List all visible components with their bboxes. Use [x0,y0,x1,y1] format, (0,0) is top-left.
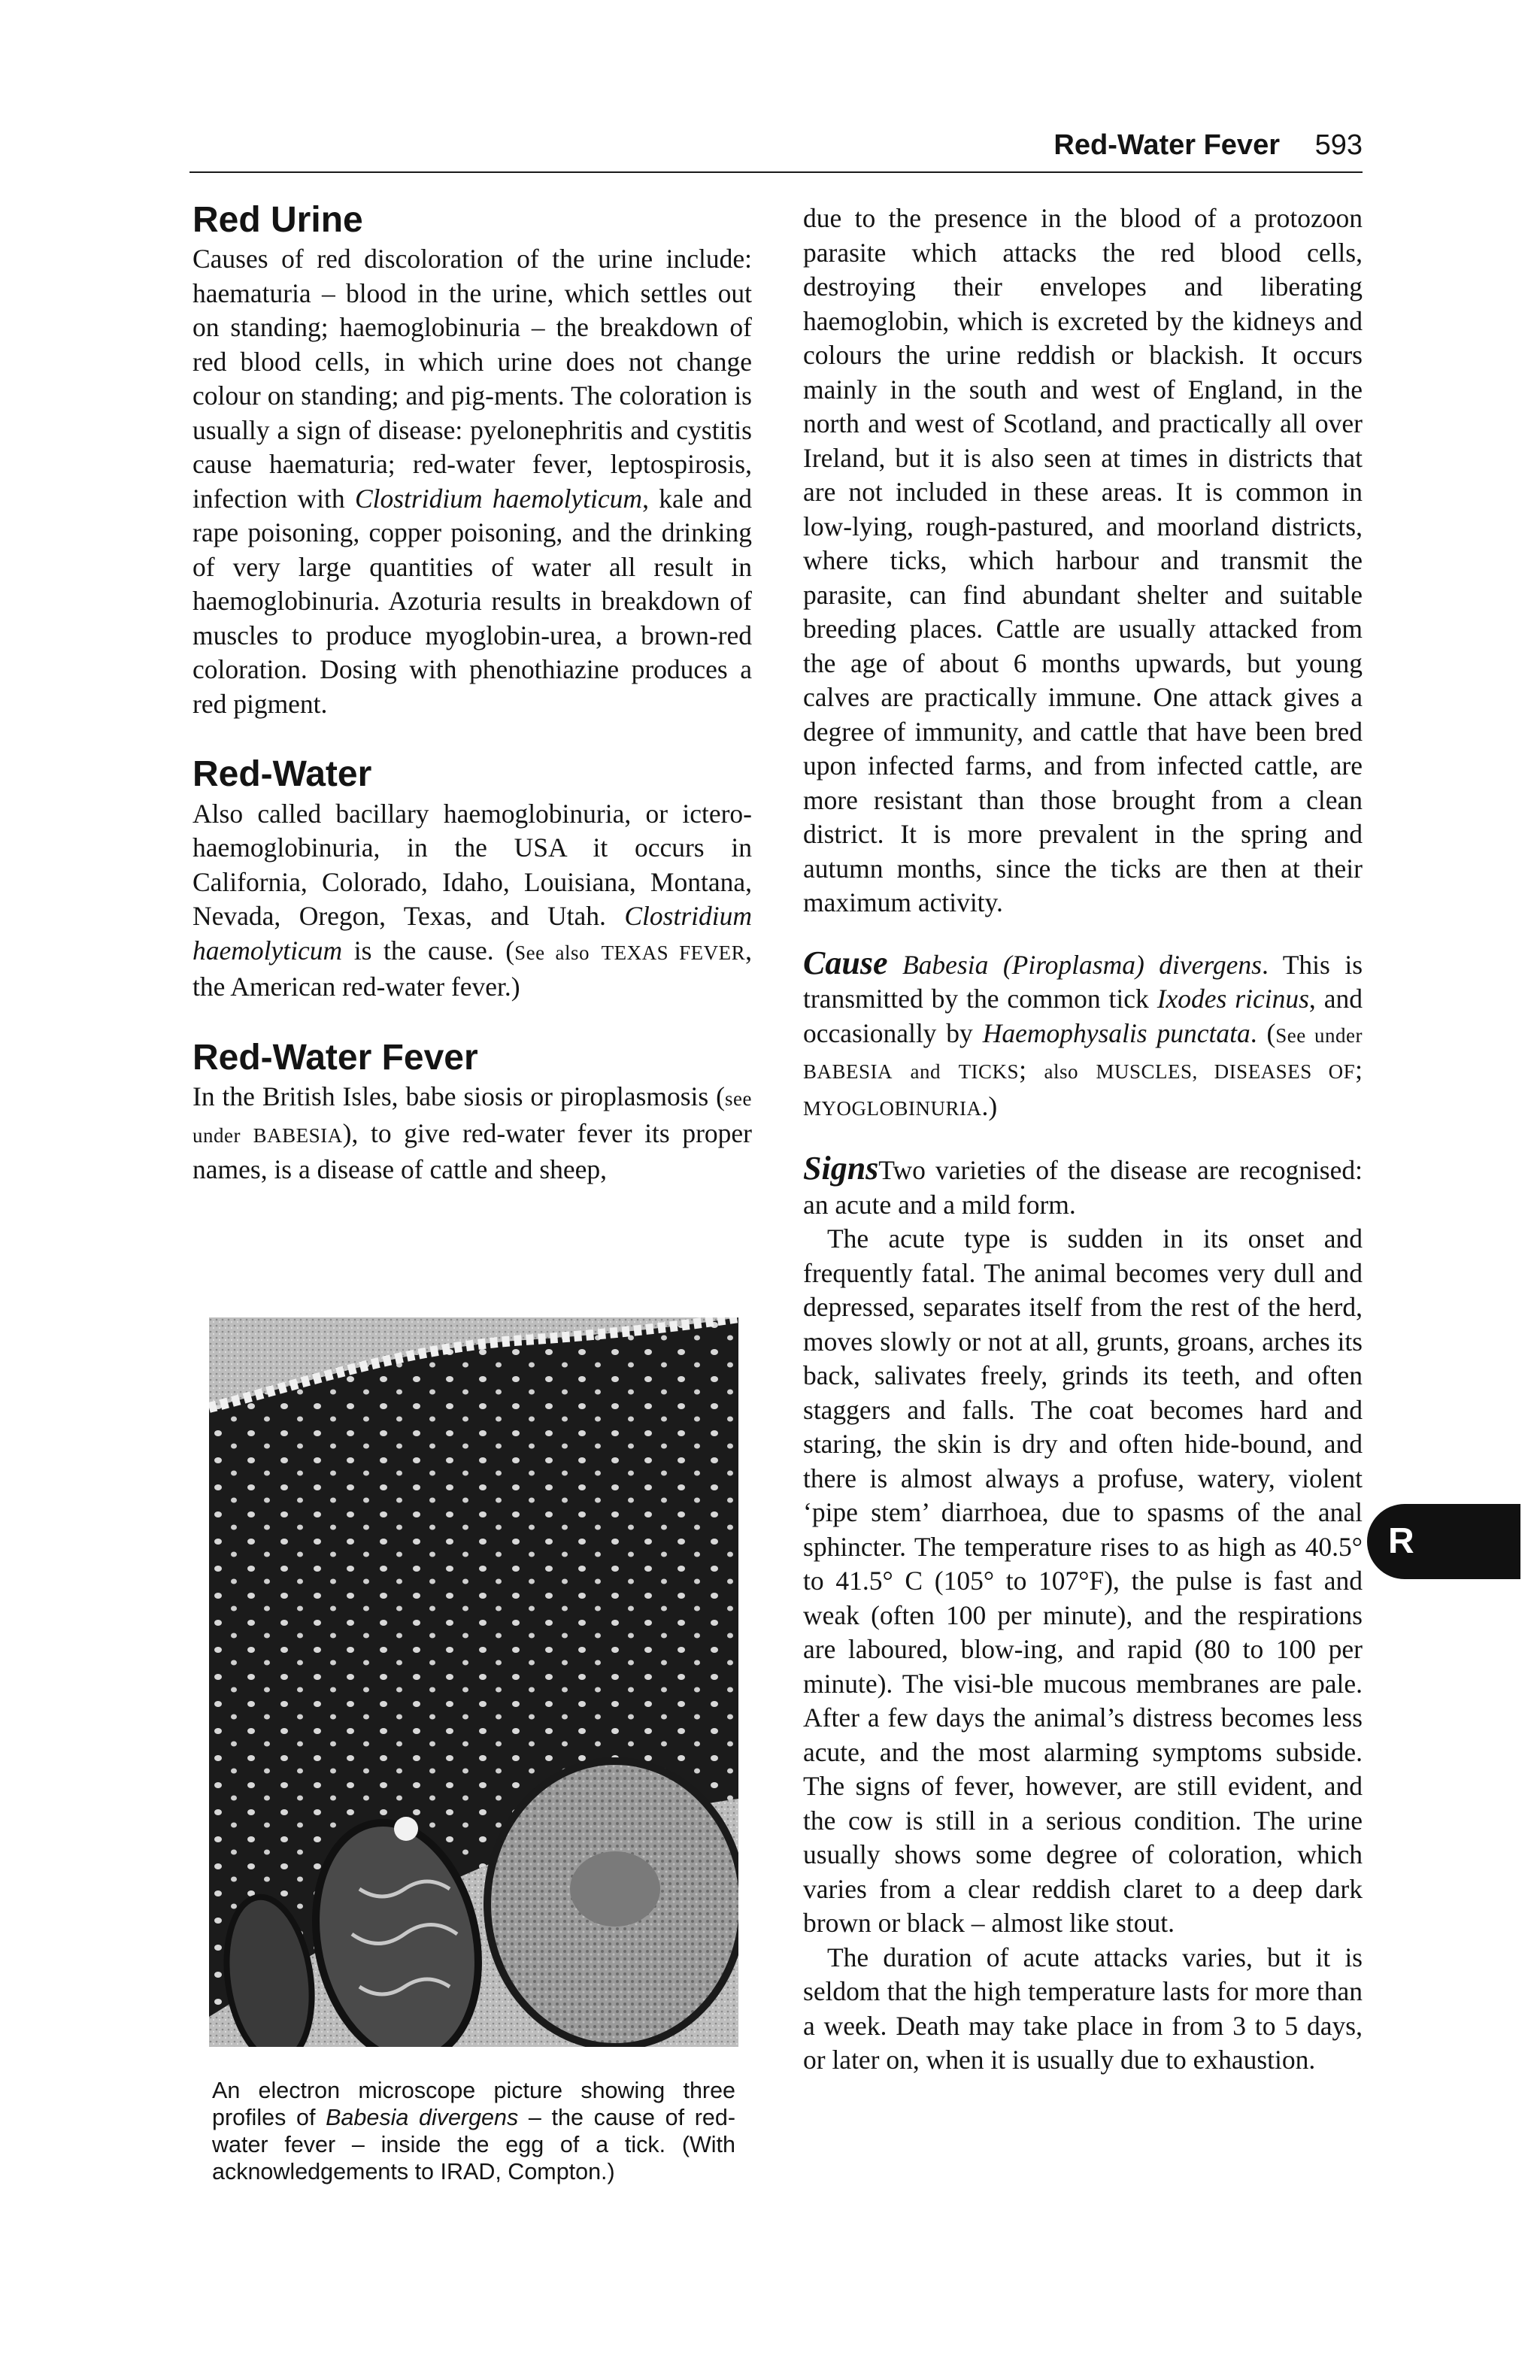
right-column [803,202,1363,2078]
thumb-index-letter: R [1388,1521,1414,1561]
red-urine-body: Causes of red discoloration of the urine include: haematuria – blood in the urine, which settles out on standing; haemoglobinuria – the breakdown of red blood cells, in which urine does not change colour on standing; and pig-ments. The coloration is usually a sign of disease: pyelonephritis and cystitis cause haematuria; red-water fever, leptospirosis, infection with Clostridium haemolyticum, kale and rape poisoning, copper poisoning, and the drinking of very large quantities of water all result in haemoglobinuria. Azoturia results in breakdown of muscles to produce myoglobin-urea, a brown-red coloration. Dosing with phenothiazine produces a red pigment. [192,244,752,719]
left-column [192,202,752,1187]
xref-babesia-2: BABESIA [803,1060,893,1083]
running-head [189,126,1363,173]
heading-red-water-fever: Red-Water Fever [192,1037,478,1078]
xref-myoglobinuria: MYOGLOBINURIA [803,1096,982,1120]
heading-red-urine: Red Urine [192,200,363,240]
running-title: Red-Water Fever [1053,129,1280,161]
figure-caption: An electron microscope picture showing three profiles of Babesia divergens – the cause of red-water fever – inside the egg of a tick. (With acknowledgements to IRAD, Compton.) [212,2078,735,2184]
xref-ticks: TICKS [958,1060,1020,1083]
xref-muscles: MUSCLES, DISEASES OF [1096,1060,1356,1083]
signs-acute-paragraph: The acute type is sudden in its onset and frequently fatal. The animal becomes very dull and depressed, separates itself from the rest of the herd, moves slowly or not at all, grunts, groans, arches its back, salivates freely, grinds its teeth, and often staggers and falls. The coat becomes hard and staring, the skin is dry and often hide-bound, and there is almost always a profuse, watery, violent ‘pipe stem’ diarrhoea, due to spasms of the anal sphincter. The temperature rises to as high as 40.5° to 41.5° C (105° to 107°F), the pulse is fast and weak (often 100 per minute), and the respirations are laboured, blow-ing, and rapid (80 to 100 per minute). The visi-ble mucous membranes are pale. After a few days the animal’s distress becomes less acute, and the most alarming symptoms subside. The signs of fever, however, are still evident, and the cow is still in a serious condition. The urine usually shows some degree of coloration, which varies from a clear reddish claret to a deep dark brown or black – almost like stout. [803,1223,1363,1938]
xref-babesia: BABESIA [253,1123,343,1147]
signs-duration-paragraph: The duration of acute attacks varies, but it is seldom that the high temperature lasts for more than a week. Death may take place in from 3 to 5 days, or later on, when it is usually due to exhaustion. [803,1942,1363,2075]
cause-run-head: Cause [803,944,888,981]
xref-texas-fever: TEXAS FEVER [601,941,746,964]
thumb-index-tab [1367,1504,1520,1579]
page-number: 593 [1314,129,1363,161]
micrograph-image [209,1317,738,2047]
red-water-fever-body: In the British Isles, babe siosis or piroplasmosis (see under BABESIA), to give red-water fever its proper names, is a disease of cattle and sheep, [192,1081,752,1185]
cause-paragraph: Cause Babesia (Piroplasma) divergens. This is transmitted by the common tick Ixodes ricinus, and occasionally by Haemophysalis punctata. (See under BABESIA and TICKS; also MUSCLES, DISEASES OF; MYOGLOBINURIA.) [803,944,1363,1121]
red-water-fever-continued: due to the presence in the blood of a protozoon parasite which attacks the red blood cells, destroying their envelopes and liberating haemoglobin, which is excreted by the kidneys and colours the urine reddish or blackish. It occurs mainly in the south and west of England, in the north and west of Scotland, and practically all over Ireland, but it is also seen at times in districts that are not included in these areas. It is common in low-lying, rough-pastured, and moorland districts, where ticks, which harbour and transmit the parasite, can find abundant shelter and suitable breeding places. Cattle are usually attacked from the age of about 6 months upwards, but young calves are practically immune. One attack gives a degree of immunity, and cattle that have been bred upon infected farms, and from infected cattle, are more resistant than those brought from a clean district. It is more prevalent in the spring and autumn months, since the ticks are then at their maximum activity. [803,203,1363,917]
electron-micrograph [209,1317,738,2047]
signs-run-head: Signs [803,1150,879,1187]
signs-paragraph: SignsTwo varieties of the disease are recognised: an acute and a mild form. [803,1150,1363,1220]
heading-red-water: Red-Water [192,754,372,795]
red-water-body: Also called bacillary haemoglobinuria, or ictero-haemoglobinuria, in the USA it occurs in California, Colorado, Idaho, Louisiana, Montana, Nevada, Oregon, Texas, and Utah. Clostridium haemolyticum is the cause. (See also TEXAS FEVER, the American red-water fever.) [192,798,752,1002]
